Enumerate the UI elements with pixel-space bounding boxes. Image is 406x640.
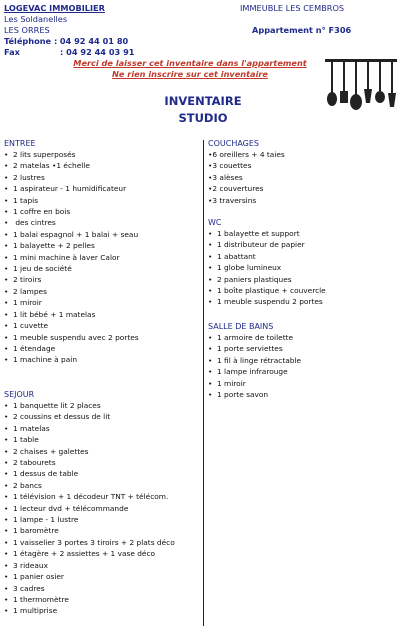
list-item-text: •3 couettes <box>208 161 252 171</box>
bullet-icon: • <box>4 423 9 433</box>
list-item <box>4 274 139 285</box>
list-item <box>4 183 139 194</box>
bullet-icon: • <box>4 435 9 445</box>
list-item-text: 1 thermomètre <box>13 594 69 604</box>
list-item <box>4 571 175 582</box>
column-divider <box>203 140 204 626</box>
bullet-icon: • <box>4 469 9 479</box>
bullet-icon: • <box>4 583 9 593</box>
bullet-icon: • <box>208 240 213 250</box>
bullet-icon: • <box>208 263 213 273</box>
bullet-icon: • <box>4 298 9 308</box>
list-item-text: 2 tabourets <box>13 458 56 468</box>
bullet-icon: • <box>4 195 9 205</box>
fax-label: Fax <box>4 47 20 57</box>
list-item <box>4 263 139 274</box>
list-item <box>4 560 175 571</box>
list-item <box>208 355 301 366</box>
list-item-text: 1 dessus de table <box>13 469 79 479</box>
list-item <box>4 457 175 468</box>
list-item-text: 1 vaisselier 3 portes 3 tiroirs + 2 plats déco <box>13 537 175 547</box>
list-item <box>4 160 139 171</box>
bullet-icon: • <box>208 344 213 354</box>
bullet-icon: • <box>4 515 9 525</box>
bullet-icon: • <box>4 446 9 456</box>
bullet-icon: • <box>208 333 213 342</box>
list-item <box>4 229 139 240</box>
list-item <box>4 411 175 422</box>
list-item-text: 1 table <box>13 435 39 445</box>
list-item <box>4 480 175 491</box>
bullet-icon: • <box>4 572 9 582</box>
list-item <box>4 423 175 434</box>
agency-address-1: Les Soldanelles <box>4 14 68 24</box>
agency-name: LOGEVAC IMMOBILIER <box>4 3 105 13</box>
list-item <box>4 446 175 457</box>
inventory-title: INVENTAIRE <box>164 94 242 108</box>
bullet-icon: • <box>4 355 9 365</box>
list-item <box>4 297 139 308</box>
list-item-text: 1 coffre en bois <box>13 207 71 217</box>
list-item-text: 1 étagère + 2 assiettes + 1 vase déco <box>13 549 156 559</box>
list-item-text: 1 banquette lit 2 places <box>13 401 101 410</box>
list-item-text: 2 coussins et dessus de lit <box>13 412 111 422</box>
bullet-icon: • <box>4 594 9 604</box>
list-item <box>208 366 301 377</box>
salle-de-bains-list <box>208 332 301 400</box>
list-item <box>4 583 175 594</box>
bullet-icon: • <box>4 309 9 319</box>
bullet-icon: • <box>4 412 9 422</box>
list-item <box>208 343 301 354</box>
wc-list <box>208 228 326 308</box>
list-item-text: 2 lampes <box>13 286 47 296</box>
bullet-icon: • <box>4 161 9 171</box>
list-item-text: 1 fil à linge rétractable <box>217 355 302 365</box>
list-item <box>4 332 139 343</box>
list-item-text: 1 porte serviettes <box>217 344 283 354</box>
agency-header <box>4 3 135 58</box>
list-item <box>4 503 175 514</box>
bullet-icon: • <box>208 229 213 238</box>
couchages-list <box>208 149 285 206</box>
list-item <box>208 332 301 343</box>
list-item-text: 2 paniers plastiques <box>217 274 292 284</box>
list-item-text: 1 miroir <box>13 298 42 308</box>
list-item-text: 1 miroir <box>217 378 246 388</box>
list-item-text: 1 balayette et support <box>217 229 300 238</box>
list-item-text: 1 porte savon <box>217 390 269 400</box>
list-item-text: 1 étendage <box>13 343 56 353</box>
bullet-icon: • <box>4 401 9 410</box>
apartment-number: Appartement n° F306 <box>252 25 352 35</box>
list-item-text: 1 mini machine à laver Calor <box>13 252 120 262</box>
bullet-icon: • <box>4 458 9 468</box>
list-item-text: 1 boîte plastique + couvercle <box>217 286 326 296</box>
list-item <box>208 239 326 250</box>
bullet-icon: • <box>208 378 213 388</box>
list-item <box>208 285 326 296</box>
list-item <box>208 228 326 239</box>
bullet-icon: • <box>4 207 9 217</box>
bullet-icon: • <box>4 606 9 616</box>
section-heading-entree: ENTREE <box>4 139 36 148</box>
list-item-text: 3 cadres <box>13 583 45 593</box>
bullet-icon: • <box>4 184 9 194</box>
list-item-text: 1 lampe infrarouge <box>217 367 288 377</box>
list-item <box>208 195 285 206</box>
list-item <box>4 525 175 536</box>
fax-number: : 04 92 44 03 91 <box>60 47 135 57</box>
bullet-icon: • <box>4 332 9 342</box>
bullet-icon: • <box>4 150 9 159</box>
list-item <box>4 434 175 445</box>
entree-list <box>4 149 139 366</box>
list-item-text: 1 lampe - 1 lustre <box>13 515 79 525</box>
list-item <box>4 195 139 206</box>
list-item-text: 1 télévision + 1 décodeur TNT + télécom. <box>13 492 169 502</box>
building-name: IMMEUBLE LES CEMBROS <box>240 3 345 13</box>
bullet-icon: • <box>4 321 9 331</box>
list-item-text: •2 couvertures <box>208 184 264 194</box>
list-item <box>208 262 326 273</box>
list-item-text: des cintres <box>13 218 56 228</box>
section-heading-wc: WC <box>208 218 222 227</box>
list-item <box>4 548 175 559</box>
list-item-text: •3 alèses <box>208 172 243 182</box>
list-item <box>4 400 175 411</box>
list-item-text: 1 globe lumineux <box>217 263 282 273</box>
list-item <box>208 149 285 160</box>
list-item-text: 1 lit bébé + 1 matelas <box>13 309 96 319</box>
bullet-icon: • <box>4 264 9 274</box>
list-item <box>208 183 285 194</box>
bullet-icon: • <box>4 275 9 285</box>
list-item-text: 2 matelas •1 échelle <box>13 161 90 171</box>
list-item <box>208 172 285 183</box>
list-item-text: •6 oreillers + 4 taies <box>208 150 285 159</box>
phone-label: Téléphone : <box>4 36 58 46</box>
section-heading-salle-de-bains: SALLE DE BAINS <box>208 322 274 331</box>
list-item <box>4 491 175 502</box>
list-item <box>4 172 139 183</box>
list-item <box>4 240 139 251</box>
bullet-icon: • <box>4 537 9 547</box>
fax-line <box>4 47 135 58</box>
list-item-text: •3 traversins <box>208 195 257 205</box>
list-item-text: 3 rideaux <box>13 560 48 570</box>
agency-address-2: LES ORRES <box>4 25 50 35</box>
list-item <box>208 296 326 307</box>
bullet-icon: • <box>4 492 9 502</box>
list-item <box>4 309 139 320</box>
list-item-text: 1 lecteur dvd + télécommande <box>13 503 129 513</box>
bullet-icon: • <box>208 274 213 284</box>
list-item-text: 2 chaises + galettes <box>13 446 89 456</box>
list-item <box>208 274 326 285</box>
list-item-text: 2 tiroirs <box>13 275 42 285</box>
list-item <box>4 343 139 354</box>
list-item <box>4 594 175 605</box>
list-item-text: 1 meuble suspendu 2 portes <box>217 297 323 307</box>
bullet-icon: • <box>208 367 213 377</box>
list-item-text: 1 machine à pain <box>13 355 77 365</box>
bullet-icon: • <box>208 286 213 296</box>
warning-line-1: Merci de laisser cet inventaire dans l'appartement <box>73 58 307 68</box>
list-item <box>208 378 301 389</box>
bullet-icon: • <box>4 480 9 490</box>
list-item-text: 1 armoire de toilette <box>217 333 294 342</box>
bullet-icon: • <box>208 355 213 365</box>
list-item <box>4 514 175 525</box>
list-item-text: 1 abattant <box>217 251 256 261</box>
bullet-icon: • <box>208 390 213 400</box>
list-item <box>4 206 139 217</box>
sejour-list <box>4 400 175 617</box>
inventory-subtitle: STUDIO <box>178 111 228 125</box>
bullet-icon: • <box>4 560 9 570</box>
list-item-text: 1 jeu de société <box>13 264 72 274</box>
list-item-text: 1 meuble suspendu avec 2 portes <box>13 332 139 342</box>
bullet-icon: • <box>4 526 9 536</box>
list-item <box>4 605 175 616</box>
list-item-text: 1 balai espagnol + 1 balai + seau <box>13 229 139 239</box>
bullet-icon: • <box>4 503 9 513</box>
list-item-text: 1 aspirateur - 1 humidificateur <box>13 184 127 194</box>
bullet-icon: • <box>4 229 9 239</box>
section-heading-sejour: SEJOUR <box>4 390 35 399</box>
bullet-icon: • <box>208 297 213 307</box>
list-item-text: 2 lits superposés <box>13 150 76 159</box>
bullet-icon: • <box>4 172 9 182</box>
list-item <box>4 354 139 365</box>
phone-line <box>4 36 135 47</box>
list-item <box>208 389 301 400</box>
bullet-icon: • <box>4 218 9 228</box>
bullet-icon: • <box>4 252 9 262</box>
list-item-text: 1 panier osier <box>13 572 64 582</box>
bullet-icon: • <box>4 343 9 353</box>
list-item-text: 1 cuvette <box>13 321 49 331</box>
section-heading-couchages: COUCHAGES <box>208 139 260 148</box>
bullet-icon: • <box>4 241 9 251</box>
list-item <box>4 537 175 548</box>
list-item <box>4 252 139 263</box>
bullet-icon: • <box>4 549 9 559</box>
bullet-icon: • <box>4 286 9 296</box>
list-item <box>4 217 139 228</box>
list-item <box>4 320 139 331</box>
list-item-text: 1 distributeur de papier <box>217 240 305 250</box>
bullet-icon: • <box>208 251 213 261</box>
warning-line-2: Ne rien inscrire sur cet inventaire <box>112 69 268 79</box>
list-item <box>4 286 139 297</box>
list-item-text: 2 bancs <box>13 480 42 490</box>
list-item <box>4 149 139 160</box>
phone-number: 04 92 44 01 80 <box>59 36 129 46</box>
list-item-text: 1 tapis <box>13 195 39 205</box>
list-item <box>208 160 285 171</box>
list-item-text: 1 matelas <box>13 423 50 433</box>
list-item <box>208 251 326 262</box>
list-item-text: 1 balayette + 2 pelles <box>13 241 95 251</box>
list-item-text: 1 multiprise <box>13 606 58 616</box>
list-item <box>4 468 175 479</box>
list-item-text: 2 lustres <box>13 172 45 182</box>
list-item-text: 1 baromètre <box>13 526 59 536</box>
